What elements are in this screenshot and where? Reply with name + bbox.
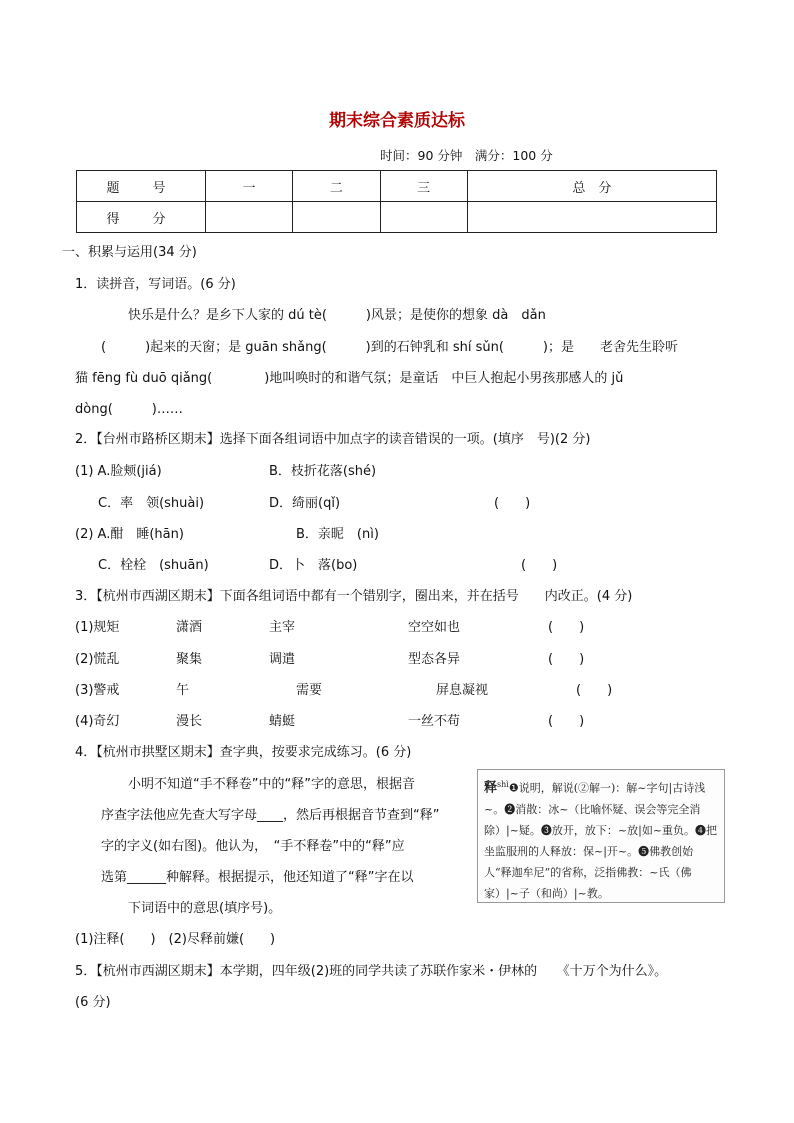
word-item: 聚集 (176, 652, 203, 667)
option-d: D．绮丽(qǐ) (269, 496, 341, 511)
score-table-cell: 三 (380, 171, 467, 202)
page-title: 期末综合素质达标 (329, 111, 465, 131)
answer-parentheses[interactable]: ( ) (494, 496, 531, 511)
option-c: C．栓栓 (shuān) (98, 558, 209, 573)
dictionary-headword: 释 (484, 780, 498, 796)
question-text-line: ( )起来的天窗；是 guān shǎng( )到的石钟乳和 shí sǔn( )；是 老舍先生聆听 (101, 340, 679, 355)
question-text-line: 下词语中的意思(填序号)。 (128, 901, 282, 916)
score-table-cell: 总 分 (467, 171, 716, 202)
score-table-cell: 一 (206, 171, 293, 202)
word-item: 空空如也 (408, 620, 461, 635)
question-text-line: 小明不知道“手不释卷”中的“释”字的意思，根据音 (128, 777, 415, 792)
word-item: 调遣 (269, 652, 296, 667)
question-text: ，然后再根据音节查到“释” (283, 808, 440, 823)
question-stem: 1．读拼音，写词语。(6 分) (75, 277, 236, 292)
word-item: 需要 (296, 683, 323, 698)
option-c: C．率 领(shuài) (98, 496, 205, 511)
word-item: (2)慌乱 (75, 652, 120, 667)
question-text: 种解释。根据提示，他还知道了“释”字在以 (166, 870, 414, 885)
option-b: B．枝折花落(shé) (269, 464, 377, 479)
option-a: (2) A.酣 睡(hān) (75, 527, 184, 542)
question-text-line (101, 866, 414, 885)
score-table-cell: 二 (293, 171, 380, 202)
score-table-header-row (77, 171, 717, 202)
score-input-cell[interactable] (380, 202, 467, 233)
word-item: 一丝不苟 (408, 714, 461, 729)
question-text-line: 猫 fēng fù duō qiǎng( )地叫唤时的和谐气氛；是童话 中巨人抱起小男孩那感人的 jǔ (75, 371, 624, 386)
word-item: 午 (176, 683, 190, 698)
answer-blank[interactable]: ____ (257, 808, 284, 823)
word-item: (4)奇幻 (75, 714, 120, 729)
question-text-line: 字的字义(如右图)。他认为， “手不释卷”中的“释”应 (101, 839, 405, 854)
question-text: 选第 (101, 870, 128, 885)
score-input-cell[interactable] (293, 202, 380, 233)
question-stem: 2．【台州市路桥区期末】选择下面各组词语中加点字的读音错误的一项。(填序 号)(2 分) (75, 432, 591, 447)
answer-parentheses[interactable]: ( ) (548, 714, 585, 729)
word-item: 屏息凝视 (436, 683, 489, 698)
section-heading: 一、积累与运用(34 分) (62, 245, 197, 260)
score-input-cell[interactable] (467, 202, 716, 233)
word-item: (3)警戒 (75, 683, 120, 698)
question-text-line: dòng( )…… (75, 402, 183, 417)
question-score: (6 分) (75, 995, 111, 1010)
question-stem: 3．【杭州市西湖区期末】下面各组词语中都有一个错别字，圈出来，并在括号 内改正。(4 分) (75, 589, 633, 604)
question-text-line: 快乐是什么？是乡下人家的 dú tè( )风景；是使你的想象 dà dǎn (128, 308, 546, 323)
exam-meta: 时间：90 分钟 满分：100 分 (380, 148, 553, 163)
word-item: 型态各异 (408, 652, 461, 667)
question-stem: 4．【杭州市拱墅区期末】查字典，按要求完成练习。(6 分) (75, 745, 412, 760)
question-text: 序查字法他应先查大写字母 (101, 808, 258, 823)
score-table-score-row (77, 202, 717, 233)
word-item: 潇酒 (176, 620, 203, 635)
answer-parentheses[interactable]: ( ) (548, 652, 585, 667)
word-item: 主宰 (269, 620, 296, 635)
score-input-cell[interactable] (206, 202, 293, 233)
question-text-line (101, 804, 440, 823)
word-item: (1)规矩 (75, 620, 120, 635)
score-table-cell: 题 号 (77, 171, 206, 202)
dictionary-pinyin: shì (497, 780, 509, 789)
answer-parentheses[interactable]: ( ) (576, 683, 613, 698)
word-item: 漫长 (176, 714, 203, 729)
word-item: 蜻蜓 (269, 714, 296, 729)
dictionary-definitions: ❶说明，解说(②解一)：解~字句|古诗浅~。❷消散：冰~（比喻怀疑、误会等完全消除）|~疑。❸放开，放下：~放|如~重负。❹把坐监服刑的人释放：保~|开~。❺佛教创始人“释迦牟尼”的省称，泛指佛教：~氏（佛家）|~子（和尚）|~教。 (484, 781, 718, 900)
answer-parentheses[interactable]: ( ) (521, 558, 558, 573)
score-table-cell: 得 分 (77, 202, 206, 233)
answer-parentheses[interactable]: ( ) (548, 620, 585, 635)
option-b: B．亲昵 (nì) (296, 527, 379, 542)
score-table (76, 170, 717, 233)
answer-blank[interactable]: ______ (127, 870, 167, 885)
question-stem: 5．【杭州市西湖区期末】本学期，四年级(2)班的同学共读了苏联作家米・伊林的 《十万个为什么》。 (75, 964, 668, 979)
option-d: D．卜 落(bo) (269, 558, 358, 573)
question-text-line: (1)注释( ) (2)尽释前嫌( ) (75, 932, 276, 947)
dictionary-entry-box (477, 769, 725, 903)
option-a: (1) A.脸颊(jiá) (75, 464, 162, 479)
